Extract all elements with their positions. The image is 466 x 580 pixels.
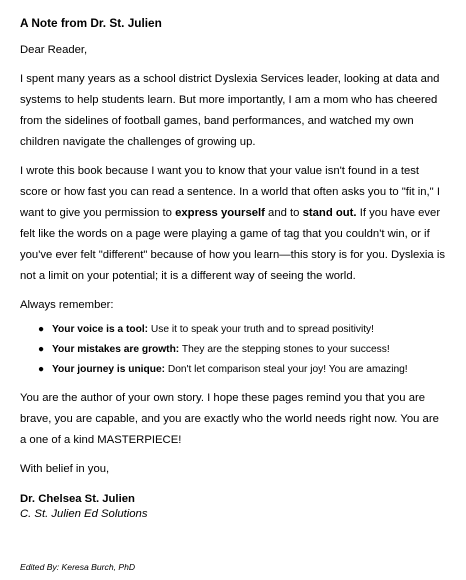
signature-block [20, 492, 446, 522]
paragraph-closing-message: You are the author of your own story. I hope these pages remind you that you are brave, you are capable, and you are exactly who the world needs right now. You are a one of a kind MASTERPIECE! [20, 392, 439, 446]
paragraph-purpose [20, 161, 446, 287]
editor-credit: Edited By: Keresa Burch, PhD [20, 562, 136, 572]
bullet-icon: ● [38, 364, 45, 375]
salutation: Dear Reader, [20, 44, 88, 56]
paragraph-purpose-text-3: If you have ever felt like the words on a page were playing a game of tag that you couldn't win, or if you've ever felt "different" because of how you learn—this story is for you. Dyslexia is not a limit on your potential; it is a different way of seeing the world. [20, 207, 446, 282]
list-item [38, 320, 446, 340]
signature-name: Dr. Chelsea St. Julien [20, 493, 135, 505]
signature-organization: C. St. Julien Ed Solutions [20, 508, 148, 520]
list-item-heading: Your voice is a tool: [52, 324, 149, 335]
letter-title: A Note from Dr. St. Julien [20, 16, 162, 30]
list-item [38, 360, 446, 380]
list-item-heading: Your journey is unique: [52, 364, 166, 375]
closing-line: With belief in you, [20, 463, 110, 475]
list-item-text: They are the stepping stones to your success! [179, 344, 390, 355]
paragraph-intro: I spent many years as a school district Dyslexia Services leader, looking at data and systems to help students learn. But more importantly, I am a mom who has cheered from the sidelines of football games, band performances, and watched my own children navigate the challenges of growing up. [20, 73, 440, 148]
paragraph-purpose-text-2: and to [264, 207, 303, 219]
emphasis-stand-out: stand out. [302, 207, 357, 219]
emphasis-express-yourself: express yourself [175, 207, 265, 219]
list-item-heading: Your mistakes are growth: [52, 344, 180, 355]
list-item [38, 340, 446, 360]
remember-intro: Always remember: [20, 299, 114, 311]
remember-list [20, 320, 446, 380]
list-item-text: Use it to speak your truth and to spread positivity! [148, 324, 374, 335]
list-item-text: Don't let comparison steal your joy! You are amazing! [165, 364, 408, 375]
bullet-icon: ● [38, 344, 45, 355]
bullet-icon: ● [38, 324, 45, 335]
paragraph-purpose-text-1: I wrote this book because I want you to know that your value isn't found in a test score or how fast you can read a sentence. In a world that often asks you to "fit in," I want to give you permission to [20, 165, 440, 219]
